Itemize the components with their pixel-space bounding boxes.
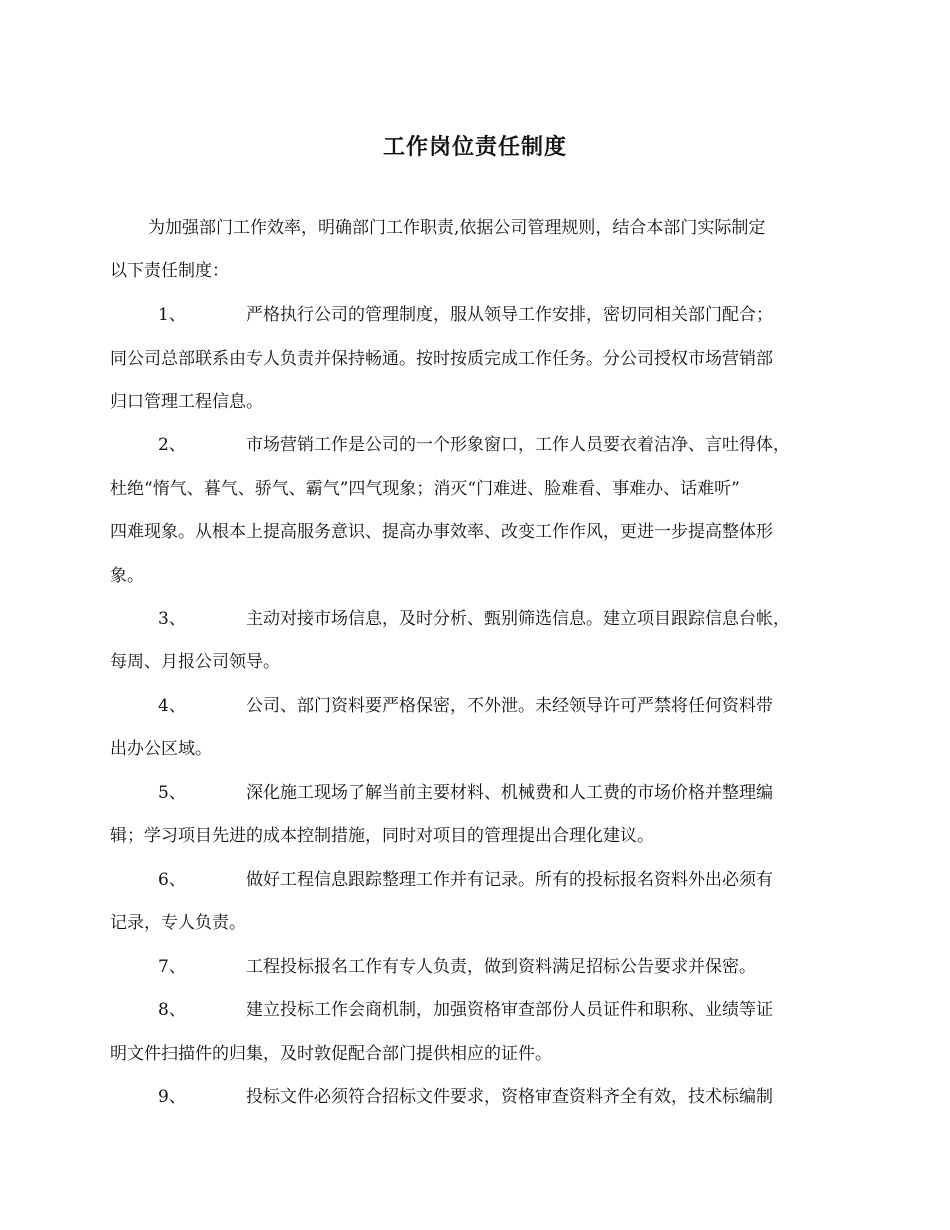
item-text: 出办公区域。 (110, 739, 212, 759)
item-text: 记录，专人负责。 (110, 913, 246, 933)
page-title: 工作岗位责任制度 (382, 135, 567, 160)
item-text: 严格执行公司的管理制度，服从领导工作安排，密切同相关部门配合； (246, 305, 773, 325)
item-text: 工程投标报名工作有专人负责，做到资料满足招标公告要求并保密。 (246, 957, 756, 977)
item-text: 市场营销工作是公司的一个形象窗口，工作人员要衣着洁净、言吐得体， (246, 435, 790, 455)
item-number: 7、 (158, 957, 186, 977)
item-number: 5、 (158, 783, 186, 803)
item-text: 同公司总部联系由专人负责并保持畅通。按时按质完成工作任务。分公司授权市场营销部 (110, 349, 773, 369)
item-text: 明文件扫描件的归集，及时敦促配合部门提供相应的证件。 (110, 1044, 552, 1064)
item-number: 3、 (158, 609, 186, 629)
item-text: 做好工程信息跟踪整理工作并有记录。所有的投标报名资料外出必须有 (246, 870, 773, 890)
item-text: 投标文件必须符合招标文件要求，资格审查资料齐全有效，技术标编制 (246, 1087, 773, 1107)
item-text: 主动对接市场信息，及时分析、甄别筛选信息。建立项目跟踪信息台帐， (246, 609, 790, 629)
item-text: 杜绝“惰气、暮气、骄气、霸气”四气现象；消灭“门难进、脸难看、事难办、话难听” (110, 479, 740, 499)
item-number: 8、 (158, 1000, 186, 1020)
item-number: 6、 (158, 870, 186, 890)
item-number: 2、 (158, 435, 186, 455)
item-text: 深化施工现场了解当前主要材料、机械费和人工费的市场价格并整理编 (246, 783, 773, 803)
item-text: 四难现象。从根本上提高服务意识、提高办事效率、改变工作作风，更进一步提高整体形 (110, 522, 773, 542)
item-number: 4、 (158, 696, 186, 716)
item-text: 建立投标工作会商机制，加强资格审查部份人员证件和职称、业绩等证 (246, 1000, 773, 1020)
item-text: 辑；学习项目先进的成本控制措施，同时对项目的管理提出合理化建议。 (110, 826, 654, 846)
item-number: 1、 (158, 305, 186, 325)
item-number: 9、 (158, 1087, 186, 1107)
item-text: 每周、月报公司领导。 (110, 652, 280, 672)
item-text: 象。 (110, 566, 144, 586)
item-text: 公司、部门资料要严格保密，不外泄。未经领导许可严禁将任何资料带 (246, 696, 773, 716)
intro-line-1: 为加强部门工作效率，明确部门工作职责,依据公司管理规则，结合本部门实际制定 (148, 218, 766, 238)
intro-line-2: 以下责任制度： (110, 261, 229, 281)
item-text: 归口管理工程信息。 (110, 392, 263, 412)
